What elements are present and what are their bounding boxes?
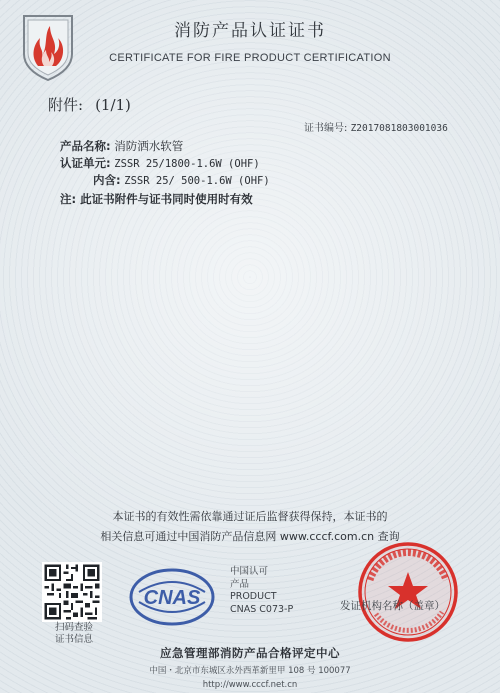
- cnas-accreditation-text: [230, 566, 293, 616]
- cnas-line1: 中国认可: [230, 566, 269, 577]
- product-name-value: 消防洒水软管: [114, 139, 184, 153]
- product-name-label: 产品名称:: [60, 139, 111, 153]
- certificate-number: [304, 119, 448, 134]
- qr-caption: [44, 622, 104, 646]
- certification-unit-label: 认证单元:: [60, 156, 111, 170]
- included-unit-row: [93, 172, 270, 188]
- issuing-authority: 应急管理部消防产品合格评定中心: [160, 646, 340, 660]
- certification-unit-row: [60, 155, 260, 171]
- product-name-row: [60, 138, 183, 154]
- qr-code-icon[interactable]: [42, 562, 102, 622]
- issuer-address: 中国・北京市东城区永外西革新里甲 108 号 100077: [149, 666, 351, 676]
- issuing-authority-seal-text: 发证机构名称（盖章）: [340, 600, 445, 612]
- qr-caption-line2: 证书信息: [54, 634, 93, 645]
- certificate-number-label: 证书编号:: [304, 123, 348, 134]
- qr-caption-line1: 扫码查验: [54, 622, 93, 633]
- cnas-line4: CNAS C073-P: [230, 603, 294, 615]
- cnas-logo-text: CNAS: [143, 587, 201, 609]
- attachment-label: 附件:: [48, 96, 84, 114]
- cnas-line2: 产品: [230, 578, 250, 590]
- attachment-page: (1/1): [95, 96, 131, 114]
- attachment-heading: [48, 94, 131, 115]
- certificate-number-value: Z2017081803001036: [350, 123, 448, 134]
- validity-statement-line2: 相关信息可通过中国消防产品信息网 www.cccf.com.cn 查询: [100, 530, 400, 543]
- included-unit-label: 内含:: [93, 173, 121, 187]
- included-unit-value: ZSSR 25/ 500-1.6W (OHF): [124, 175, 270, 187]
- validity-note: 注: 此证书附件与证书同时使用时有效: [60, 192, 253, 206]
- certificate-title-cn: 消防产品认证证书: [174, 21, 326, 41]
- certificate-title-en: CERTIFICATE FOR FIRE PRODUCT CERTIFICATION: [109, 52, 391, 64]
- validity-statement-line1: 本证书的有效性需依靠通过证后监督获得保持，本证书的: [112, 510, 388, 523]
- certification-unit-value: ZSSR 25/1800-1.6W (OHF): [114, 158, 260, 170]
- official-red-seal-icon: [356, 540, 460, 644]
- cnas-line3: PRODUCT: [230, 591, 277, 602]
- issuer-website-link[interactable]: http://www.cccf.net.cn: [202, 680, 298, 690]
- cnas-logo-icon: [129, 568, 215, 626]
